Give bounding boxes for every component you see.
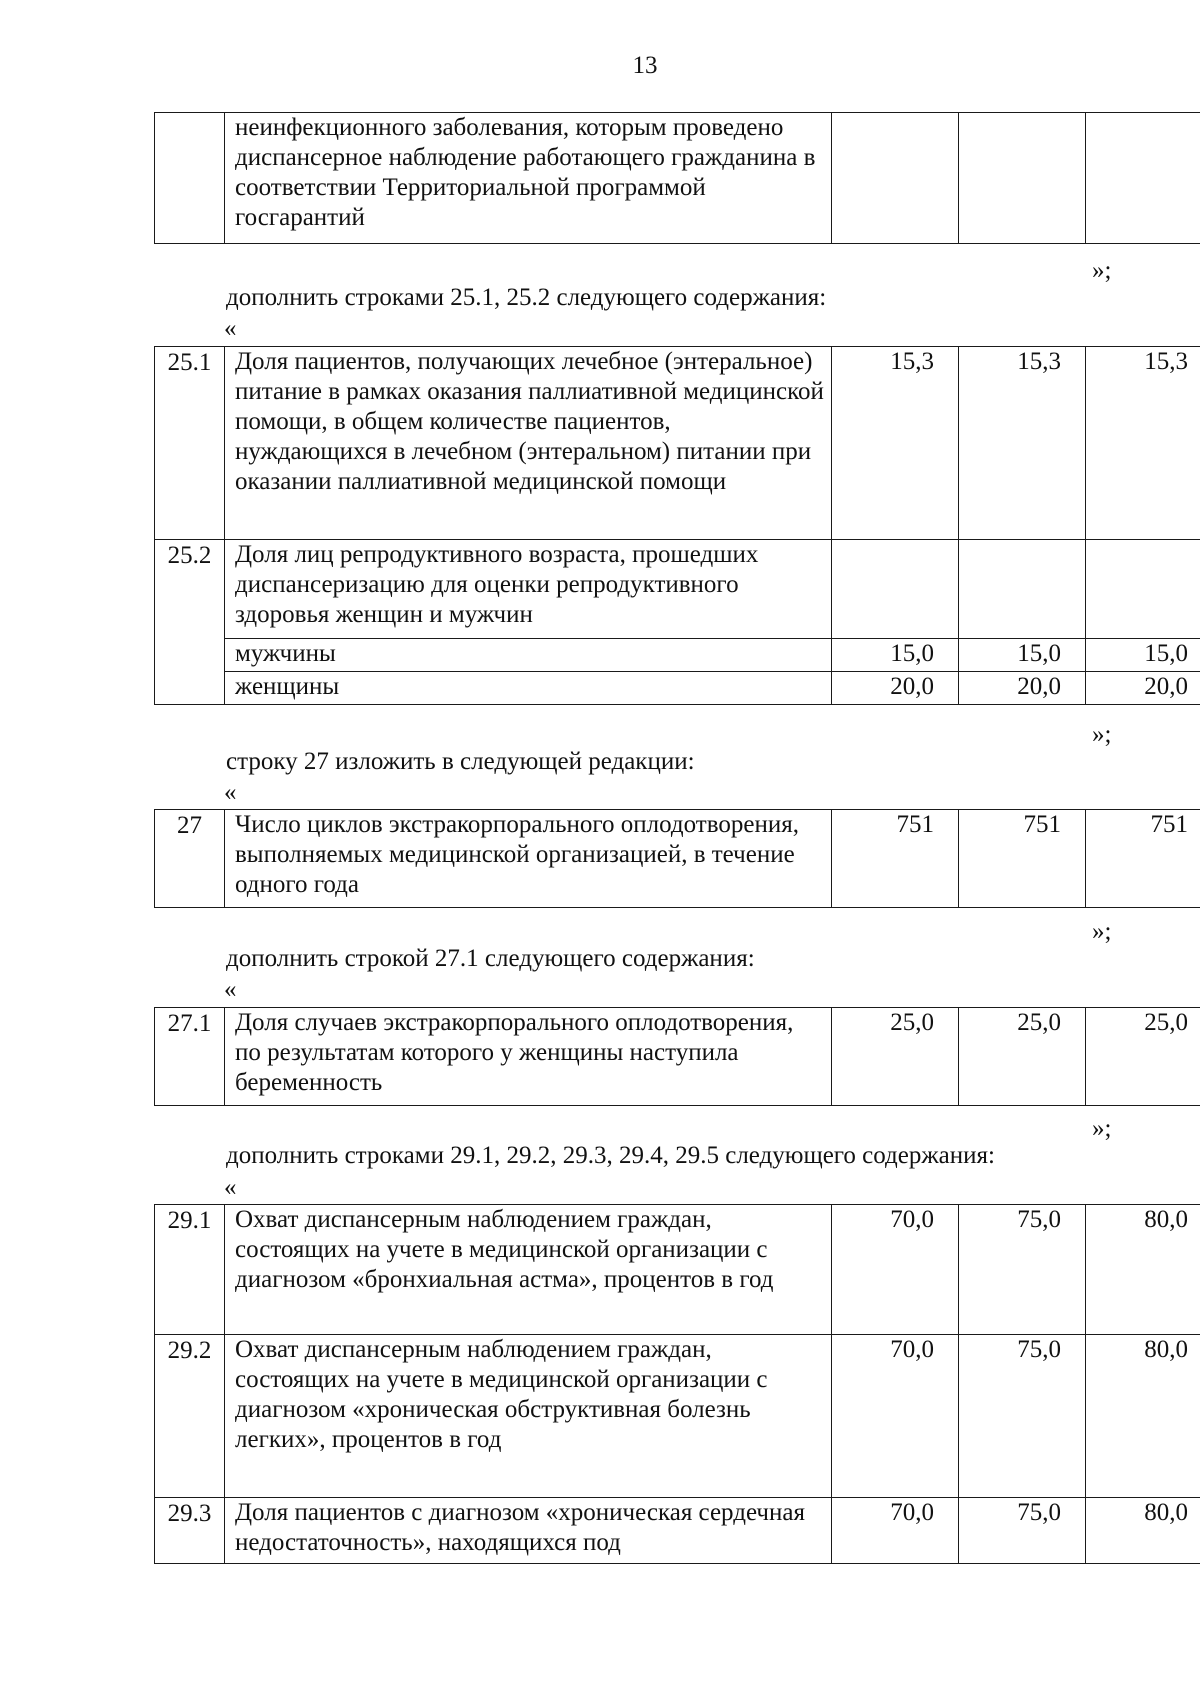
row-number: 29.2 [155,1335,225,1498]
row-text: Доля пациентов с диагнозом «хроническая сердечная недостаточность», находящихся под [225,1498,832,1564]
row-text: Охват диспансерным наблюдением граждан, состоящих на учете в медицинской организации с диагнозом «хроническая обструктивная болезнь легких», процентов в год [225,1335,832,1498]
row-number [155,113,225,244]
row-value-2: 15,0 [959,639,1086,672]
table-row [155,639,1200,672]
table-row [155,1335,1200,1498]
row-number: 25.1 [155,347,225,540]
table-row [155,810,1200,908]
row-value-3: 20,0 [1086,672,1200,705]
row-value-2: 75,0 [959,1498,1086,1564]
row-value-1: 70,0 [832,1335,959,1498]
row-value-3 [1086,540,1200,639]
opening-quote: « [224,1174,237,1201]
row-text: Доля пациентов, получающих лечебное (энтеральное) питание в рамках оказания паллиативной медицинской помощи, в общем количестве пациентов, нуждающихся в лечебном (энтеральном) питании при оказании паллиативной медицинской помощи [225,347,832,540]
instruction-text: дополнить строками 29.1, 29.2, 29.3, 29.4, 29.5 следующего содержания: [226,1142,995,1169]
row-value-3 [1086,113,1200,244]
indicator-table-27 [154,809,1200,908]
closing-quote: »; [1092,257,1112,284]
closing-quote: »; [1092,1115,1112,1142]
table-row [155,540,1200,639]
row-text: Число циклов экстракорпорального оплодотворения, выполняемых медицинской организацией, в течение одного года [225,810,832,908]
instruction-text: дополнить строками 25.1, 25.2 следующего содержания: [226,284,827,311]
row-number: 29.1 [155,1205,225,1335]
instruction-text: дополнить строкой 27.1 следующего содержания: [226,945,755,972]
row-value-1 [832,540,959,639]
row-number: 25.2 [155,540,225,705]
row-value-1: 20,0 [832,672,959,705]
row-value-1: 15,0 [832,639,959,672]
indicator-table-continuation [154,112,1200,244]
row-value-1: 70,0 [832,1205,959,1335]
row-value-3: 80,0 [1086,1498,1200,1564]
row-text: Охват диспансерным наблюдением граждан, состоящих на учете в медицинской организации с диагнозом «бронхиальная астма», процентов в год [225,1205,832,1335]
row-text: Доля лиц репродуктивного возраста, прошедших диспансеризацию для оценки репродуктивного здоровья женщин и мужчин [225,540,832,639]
opening-quote: « [224,976,237,1003]
row-value-3: 15,3 [1086,347,1200,540]
row-value-2 [959,113,1086,244]
row-value-3: 80,0 [1086,1335,1200,1498]
row-value-2 [959,540,1086,639]
closing-quote: »; [1092,721,1112,748]
row-value-3: 751 [1086,810,1200,908]
table-row [155,672,1200,705]
row-number: 27 [155,810,225,908]
row-value-2: 751 [959,810,1086,908]
table-row [155,1498,1200,1564]
row-value-1: 25,0 [832,1008,959,1106]
row-value-3: 80,0 [1086,1205,1200,1335]
table-row [155,113,1200,244]
table-row [155,1008,1200,1106]
row-value-2: 75,0 [959,1205,1086,1335]
closing-quote: »; [1092,918,1112,945]
row-value-3: 25,0 [1086,1008,1200,1106]
indicator-table-27-1 [154,1007,1200,1106]
indicator-table-25 [154,346,1200,705]
row-text: Доля случаев экстракорпорального оплодотворения, по результатам которого у женщины наступила беременность [225,1008,832,1106]
row-value-2: 20,0 [959,672,1086,705]
row-number: 27.1 [155,1008,225,1106]
row-value-2: 15,3 [959,347,1086,540]
opening-quote: « [224,779,237,806]
row-value-1: 15,3 [832,347,959,540]
row-text: женщины [225,672,832,705]
row-value-2: 25,0 [959,1008,1086,1106]
table-row [155,1205,1200,1335]
row-value-2: 75,0 [959,1335,1086,1498]
row-text: мужчины [225,639,832,672]
indicator-table-29 [154,1204,1200,1564]
table-row [155,347,1200,540]
page-number: 13 [632,52,658,79]
row-value-1: 751 [832,810,959,908]
row-value-1: 70,0 [832,1498,959,1564]
instruction-text: строку 27 изложить в следующей редакции: [226,748,695,775]
row-value-1 [832,113,959,244]
row-value-3: 15,0 [1086,639,1200,672]
opening-quote: « [224,315,237,342]
row-number: 29.3 [155,1498,225,1564]
row-text: неинфекционного заболевания, которым проведено диспансерное наблюдение работающего гражданина в соответствии Территориальной программой госгарантий [225,113,832,244]
